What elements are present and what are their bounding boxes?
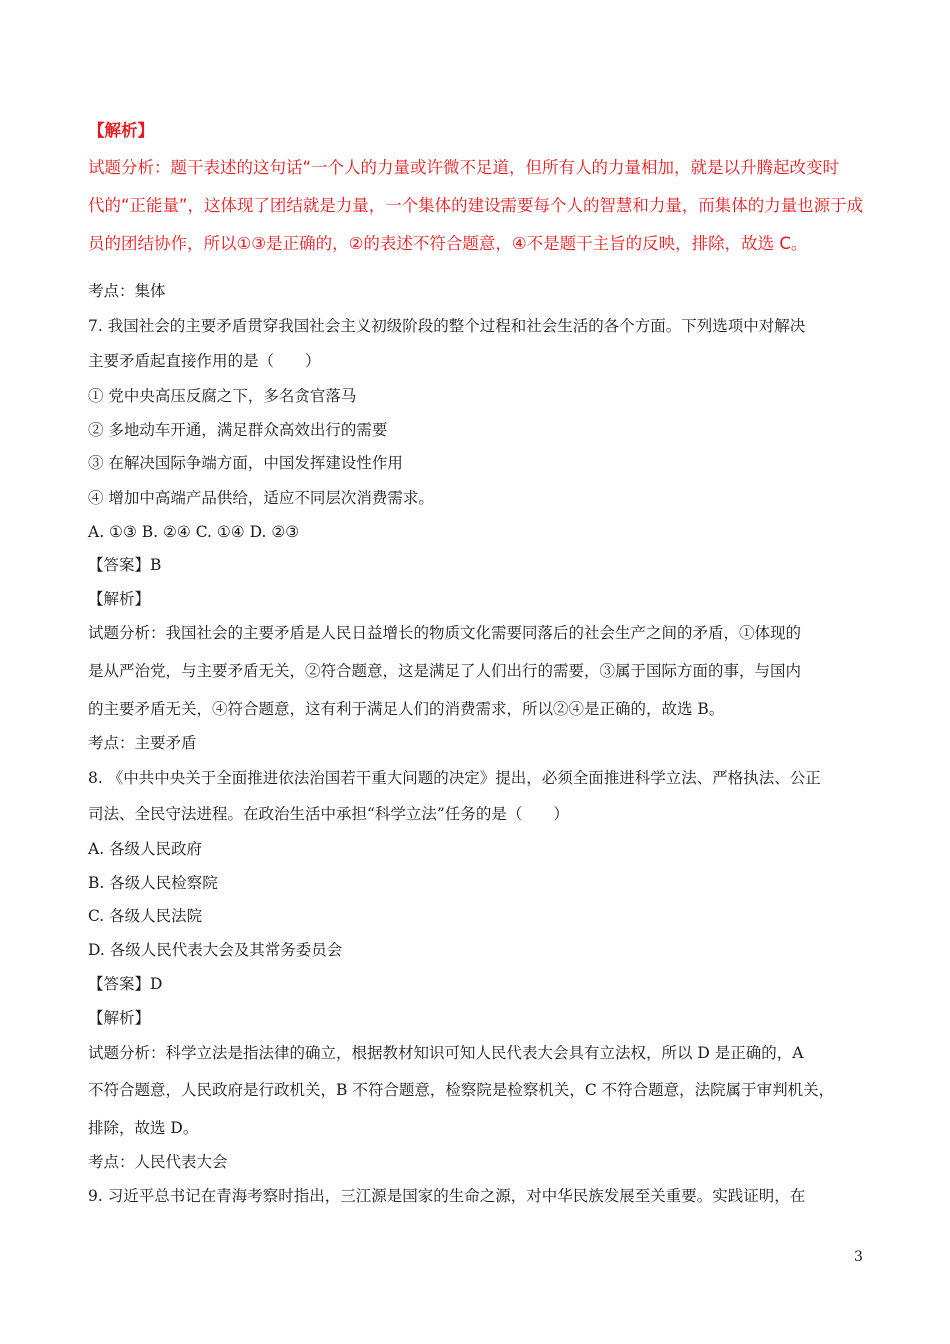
q7-stem-line-1: 7. 我国社会的主要矛盾贯穿我国社会主义初级阶段的整个过程和社会生活的各个方面。下列选项中对解决 [88, 317, 806, 335]
q6-analysis-line-2: 代的“正能量”，这体现了团结就是力量，一个集体的建设需要每个人的智慧和力量，而集体的力量也源于成 [88, 196, 864, 215]
q6-analysis-label: 【解析】 [88, 121, 154, 140]
q7-item-2: ② 多地动车开通，满足群众高效出行的需要 [88, 421, 388, 439]
page-number: 3 [854, 1249, 863, 1265]
q8-option-b: B. 各级人民检察院 [88, 874, 218, 892]
q8-analysis-line-1: 试题分析：科学立法是指法律的确立，根据教材知识可知人民代表大会具有立法权，所以 D 是正确的，A [88, 1044, 804, 1062]
q7-item-1: ① 党中央高压反腐之下，多名贪官落马 [88, 387, 357, 405]
q7-options: A. ①③ B. ②④ C. ①④ D. ②③ [88, 523, 300, 541]
q8-answer: 【答案】D [88, 975, 163, 993]
q7-analysis-line-2: 是从严治党，与主要矛盾无关，②符合题意，这是满足了人们出行的需要，③属于国际方面的事，与国内 [88, 662, 802, 680]
q8-analysis-line-2: 不符合题意，人民政府是行政机关，B 不符合题意，检察院是检察机关，C 不符合题意，法院属于审判机关， [88, 1081, 835, 1099]
q7-analysis-label: 【解析】 [88, 590, 151, 608]
q9-stem-line-1: 9. 习近平总书记在青海考察时指出，三江源是国家的生命之源，对中华民族发展至关重要。实践证明，在 [88, 1187, 806, 1205]
q8-stem-line-2: 司法、全民守法进程。在政治生活中承担“科学立法”任务的是（ ） [88, 805, 569, 823]
q8-analysis-line-3: 排除，故选 D。 [88, 1119, 199, 1137]
q6-kaodian: 考点：集体 [88, 282, 166, 300]
q7-stem-line-2: 主要矛盾起直接作用的是（ ） [88, 352, 321, 370]
q7-item-3: ③ 在解决国际争端方面，中国发挥建设性作用 [88, 454, 403, 472]
q6-analysis-line-3: 员的团结协作，所以①③是正确的，②的表述不符合题意，④不是题干主旨的反映，排除，故选 C。 [88, 234, 808, 253]
q7-item-4: ④ 增加中高端产品供给，适应不同层次消费需求。 [88, 489, 434, 507]
q7-answer: 【答案】B [88, 556, 162, 574]
q6-analysis-line-1: 试题分析：题干表述的这句话“一个人的力量或许微不足道，但所有人的力量相加，就是以升腾起改变时 [88, 158, 840, 177]
q7-analysis-line-1: 试题分析：我国社会的主要矛盾是人民日益增长的物质文化需要同落后的社会生产之间的矛盾，①体现的 [88, 624, 802, 642]
q8-option-d: D. 各级人民代表大会及其常务委员会 [88, 941, 343, 959]
q7-analysis-line-3: 的主要矛盾无关，④符合题意，这有利于满足人们的消费需求，所以②④是正确的，故选 B。 [88, 700, 725, 718]
q8-kaodian: 考点：人民代表大会 [88, 1153, 228, 1171]
q7-kaodian: 考点：主要矛盾 [88, 734, 197, 752]
q8-option-c: C. 各级人民法院 [88, 907, 203, 925]
q8-option-a: A. 各级人民政府 [88, 840, 203, 858]
q8-analysis-label: 【解析】 [88, 1009, 151, 1027]
q8-stem-line-1: 8. 《中共中央关于全面推进依法治国若干重大问题的决定》提出，必须全面推进科学立法、严格执法、公正 [88, 769, 821, 787]
